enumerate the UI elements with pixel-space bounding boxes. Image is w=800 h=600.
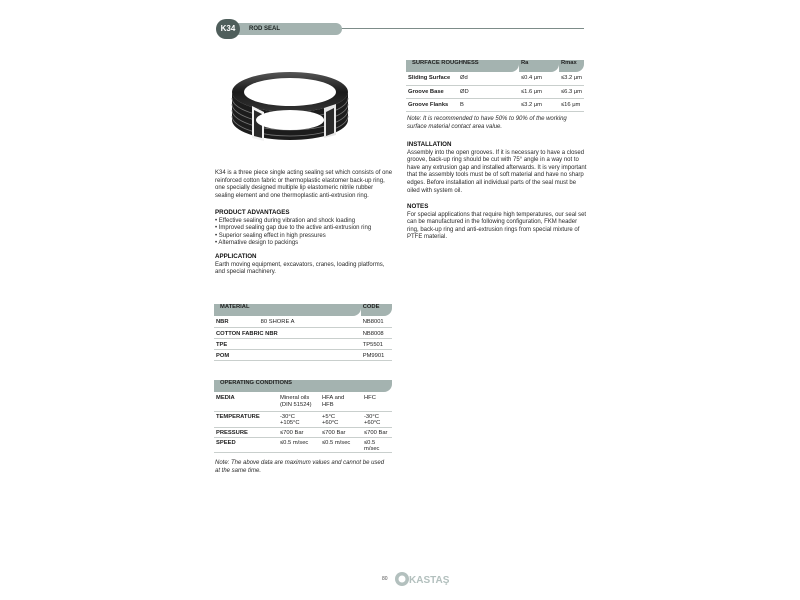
page-number: 80 bbox=[382, 576, 388, 582]
ra-value: ≤1.6 μm bbox=[519, 85, 559, 98]
material-table bbox=[214, 304, 392, 361]
advantages-section bbox=[215, 209, 393, 248]
advantage-item: • Alternative design to packings bbox=[215, 240, 299, 247]
operating-heading: OPERATING CONDITIONS bbox=[214, 380, 392, 392]
notes-text: For special applications that require high temperatures, our seal set can be manufactured in the following configuration, FKM header ring, back-up ring and anti-extrusion rings from special mixture of PTFE material. bbox=[407, 211, 587, 241]
surface-symbol: Ød bbox=[458, 72, 519, 85]
rmax-value: ≤6.3 μm bbox=[559, 85, 584, 98]
op-value: -30°C bbox=[280, 413, 295, 420]
surface-name: Groove Base bbox=[406, 85, 458, 98]
application-text: Earth moving equipment, excavators, cranes, loading platforms, and special machinery. bbox=[215, 261, 385, 276]
logo-wordmark: KASTAŞ bbox=[409, 575, 450, 586]
op-value: ≤0.5 m/sec bbox=[320, 438, 362, 453]
op-value: HFA and bbox=[322, 395, 345, 401]
material-code: TP5501 bbox=[361, 338, 392, 349]
advantage-item: • Improved sealing gap due to the active anti-extrusion ring bbox=[215, 225, 372, 232]
product-title: ROD SEAL bbox=[236, 23, 342, 35]
material-name: POM bbox=[214, 349, 361, 360]
installation-text: Assembly into the open grooves. If it is necessary to have a closed groove, back-up ring should be cut with 75° angle in a way not to have any extrusion gap and installed afterwards. It is very important that the assembly tools must be of soft material and have no sharp edges. Before installation all individual parts of the seal must be oiled with system oil. bbox=[407, 149, 587, 194]
product-code-badge: K34 bbox=[216, 19, 240, 39]
material-name: NBR bbox=[214, 316, 259, 327]
code-col-header: CODE bbox=[361, 304, 392, 316]
material-code: PM9901 bbox=[361, 349, 392, 360]
ra-col-header: Ra bbox=[519, 60, 559, 72]
application-section bbox=[215, 253, 393, 277]
surface-name: Sliding Surface bbox=[406, 72, 458, 85]
op-value: ≤700 Bar bbox=[320, 428, 362, 438]
material-col-header: MATERIAL bbox=[214, 304, 361, 316]
surface-symbol: B bbox=[458, 98, 519, 111]
op-label: SPEED bbox=[214, 438, 278, 453]
rmax-value: ≤16 μm bbox=[559, 98, 584, 111]
material-detail: 80 SHORE A bbox=[259, 316, 361, 327]
operating-note: Note: The above data are maximum values and cannot be used at the same time. bbox=[215, 460, 385, 474]
op-label bbox=[214, 420, 278, 428]
op-value: +60°C bbox=[362, 420, 392, 428]
op-label: TEMPERATURE bbox=[216, 413, 260, 420]
rmax-value: ≤3.2 μm bbox=[559, 72, 584, 85]
notes-heading: NOTES bbox=[407, 203, 429, 210]
seal-product-image bbox=[224, 66, 354, 150]
notes-section bbox=[407, 203, 587, 242]
op-value: ≤0.5 m/sec bbox=[362, 438, 392, 453]
installation-section bbox=[407, 141, 587, 195]
op-value: ≤700 Bar bbox=[278, 428, 320, 438]
op-value: Mineral oils bbox=[280, 395, 310, 401]
material-code: NB8001 bbox=[361, 316, 392, 327]
op-value: ≤0.5 m/sec bbox=[278, 438, 320, 453]
op-value: HFC bbox=[364, 395, 376, 401]
advantage-item: • Effective sealing during vibration and shock loading bbox=[215, 217, 356, 224]
product-description: K34 is a three piece single acting sealing set which consists of one reinforced cotton fabric or thermoplastic elastomer back-up ring, one specially designed multiple lip elastomeric nitrile rubber sealing element and one thermoplastic anti-extrusion ring. bbox=[215, 170, 393, 199]
op-value: +5°C bbox=[322, 413, 336, 420]
application-heading: APPLICATION bbox=[215, 253, 257, 260]
surface-col-header: SURFACE ROUGHNESS bbox=[406, 60, 519, 72]
operating-conditions-table bbox=[214, 380, 392, 453]
material-code: NB8008 bbox=[361, 327, 392, 338]
ra-value: ≤3.2 μm bbox=[519, 98, 559, 111]
ra-value: ≤0.4 μm bbox=[519, 72, 559, 85]
op-label: MEDIA bbox=[216, 395, 235, 401]
material-name: COTTON FABRIC NBR bbox=[214, 327, 361, 338]
kastas-logo bbox=[394, 570, 452, 588]
surface-name: Groove Flanks bbox=[406, 98, 458, 111]
op-value: HFB bbox=[320, 402, 362, 411]
surface-roughness-table bbox=[406, 60, 584, 112]
surface-note: Note: It is recommended to have 50% to 90% of the working surface material contact area value. bbox=[407, 116, 567, 130]
op-label bbox=[214, 402, 278, 411]
advantages-heading: PRODUCT ADVANTAGES bbox=[215, 209, 290, 216]
op-value: +105°C bbox=[278, 420, 320, 428]
op-value: ≤700 Bar bbox=[362, 428, 392, 438]
op-value: +60°C bbox=[320, 420, 362, 428]
surface-symbol: ØD bbox=[458, 85, 519, 98]
op-value bbox=[362, 402, 392, 411]
rmax-col-header: Rmax bbox=[559, 60, 584, 72]
material-name: TPE bbox=[214, 338, 361, 349]
op-value: (DIN 51524) bbox=[278, 402, 320, 411]
op-label: PRESSURE bbox=[214, 428, 278, 438]
installation-heading: INSTALLATION bbox=[407, 141, 452, 148]
op-value: -30°C bbox=[364, 413, 379, 420]
advantage-item: • Superior sealing effect in high pressures bbox=[215, 232, 326, 239]
